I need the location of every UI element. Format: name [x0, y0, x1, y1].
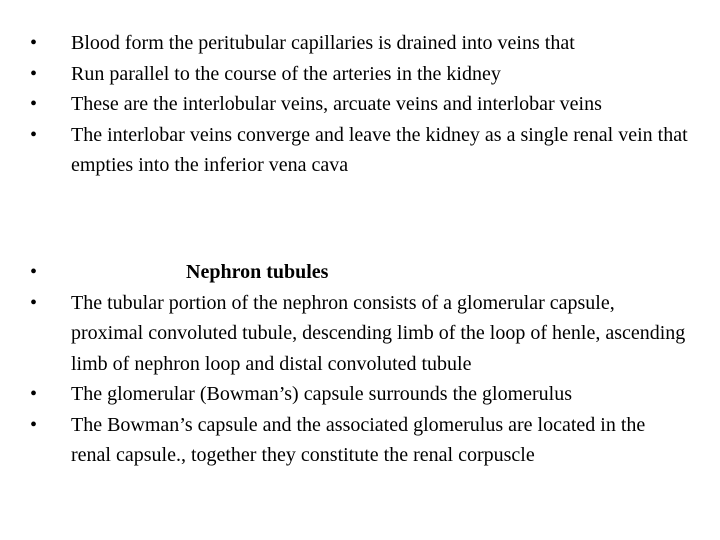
- bullet-icon: •: [30, 32, 38, 54]
- list-item-text: These are the interlobular veins, arcuate veins and interlobar veins: [71, 93, 602, 115]
- bullet-icon: •: [30, 261, 38, 283]
- list-item-text: The tubular portion of the nephron consists of a glomerular capsule, proximal convoluted tubule, descending limb of the loop of henle, ascending limb of nephron loop and distal convoluted tubule: [71, 291, 686, 375]
- bullet-icon: •: [30, 62, 38, 85]
- list-item: [30, 410, 690, 471]
- section-heading-item: [30, 257, 690, 288]
- list-item-text: The glomerular (Bowman’s) capsule surrounds the glomerulus: [71, 383, 572, 405]
- bullet-icon: •: [30, 383, 38, 405]
- list-item-text: Run parallel to the course of the arteries in the kidney: [71, 62, 501, 85]
- venous-drainage-list: [30, 28, 690, 181]
- list-item-text: The interlobar veins converge and leave the kidney as a single renal vein that empties into the inferior vena cava: [71, 123, 688, 176]
- bullet-icon: •: [30, 123, 38, 146]
- bullet-icon: •: [30, 93, 38, 115]
- nephron-tubules-list: [30, 257, 690, 471]
- list-item-text: Blood form the peritubular capillaries is drained into veins that: [71, 32, 575, 54]
- list-item: [30, 379, 690, 410]
- bullet-icon: •: [30, 291, 38, 314]
- list-item: [30, 59, 690, 90]
- list-item: [30, 120, 690, 181]
- list-item: [30, 89, 690, 120]
- list-item: [30, 28, 690, 59]
- section-heading: Nephron tubules: [186, 261, 329, 283]
- list-item: [30, 288, 690, 380]
- list-item-text: The Bowman’s capsule and the associated glomerulus are located in the renal capsule., together they constitute the renal corpuscle: [71, 413, 646, 466]
- bullet-icon: •: [30, 413, 38, 436]
